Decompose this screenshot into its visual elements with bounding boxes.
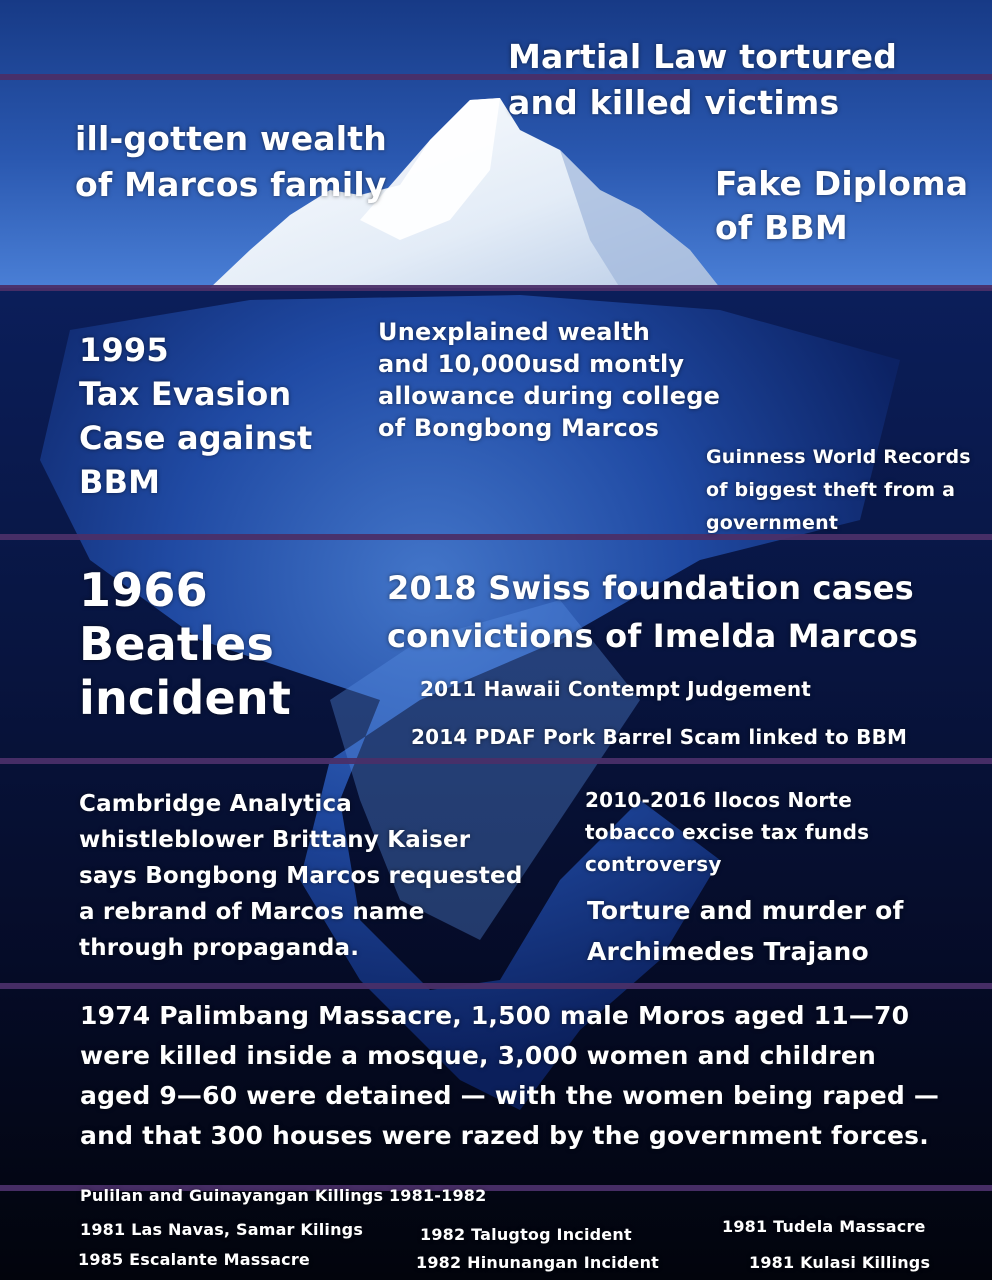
martial-law-text: Martial Law tortured and killed victims: [508, 37, 898, 122]
cambridge-analytica-text: Cambridge Analytica whistleblower Brittany Kaiser says Bongbong Marcos requested a rebrand of Marcos name through propaganda.: [79, 791, 523, 961]
kulasi-killings-text: 1981 Kulasi Killings: [749, 1253, 931, 1272]
guinness-record-text: Guinness World Records of biggest theft from a government: [706, 446, 971, 534]
palimbang-massacre-text: 1974 Palimbang Massacre, 1,500 male Moros aged 11—70 were killed inside a mosque, 3,000 women and children aged 9—60 were detained — with the women being raped — and that 300 houses were razed by the government forces.: [80, 1001, 940, 1150]
tier-divider-4: [0, 758, 992, 764]
trajano-text: Torture and murder of Archimedes Trajano: [587, 896, 904, 966]
beatles-incident-text: 1966 Beatles incident: [79, 563, 292, 725]
tudela-massacre-text: 1981 Tudela Massacre: [722, 1217, 926, 1236]
pulilan-killings-text: Pulilan and Guinayangan Killings 1981-1982: [80, 1186, 487, 1205]
hawaii-judgement-text: 2011 Hawaii Contempt Judgement: [420, 677, 812, 701]
fake-diploma-text: Fake Diploma of BBM: [715, 164, 969, 247]
unexplained-wealth-text: Unexplained wealth and 10,000usd montly allowance during college of Bongbong Marcos: [378, 318, 721, 442]
tier-divider-5: [0, 983, 992, 989]
tax-evasion-text: 1995 Tax Evasion Case against BBM: [79, 331, 313, 501]
ill-gotten-wealth-text: ill-gotten wealth of Marcos family: [75, 119, 387, 204]
talugtog-incident-text: 1982 Talugtog Incident: [420, 1225, 632, 1244]
las-navas-text: 1981 Las Navas, Samar Kilings: [80, 1220, 364, 1239]
ilocos-tobacco-text: 2010-2016 Ilocos Norte tobacco excise tax funds controversy: [585, 788, 870, 876]
swiss-foundation-text: 2018 Swiss foundation cases convictions of Imelda Marcos: [387, 569, 919, 655]
hinunangan-incident-text: 1982 Hinunangan Incident: [416, 1253, 660, 1272]
escalante-massacre-text: 1985 Escalante Massacre: [78, 1250, 310, 1269]
pdaf-scam-text: 2014 PDAF Pork Barrel Scam linked to BBM: [411, 725, 908, 749]
tier-divider-2: [0, 285, 992, 291]
